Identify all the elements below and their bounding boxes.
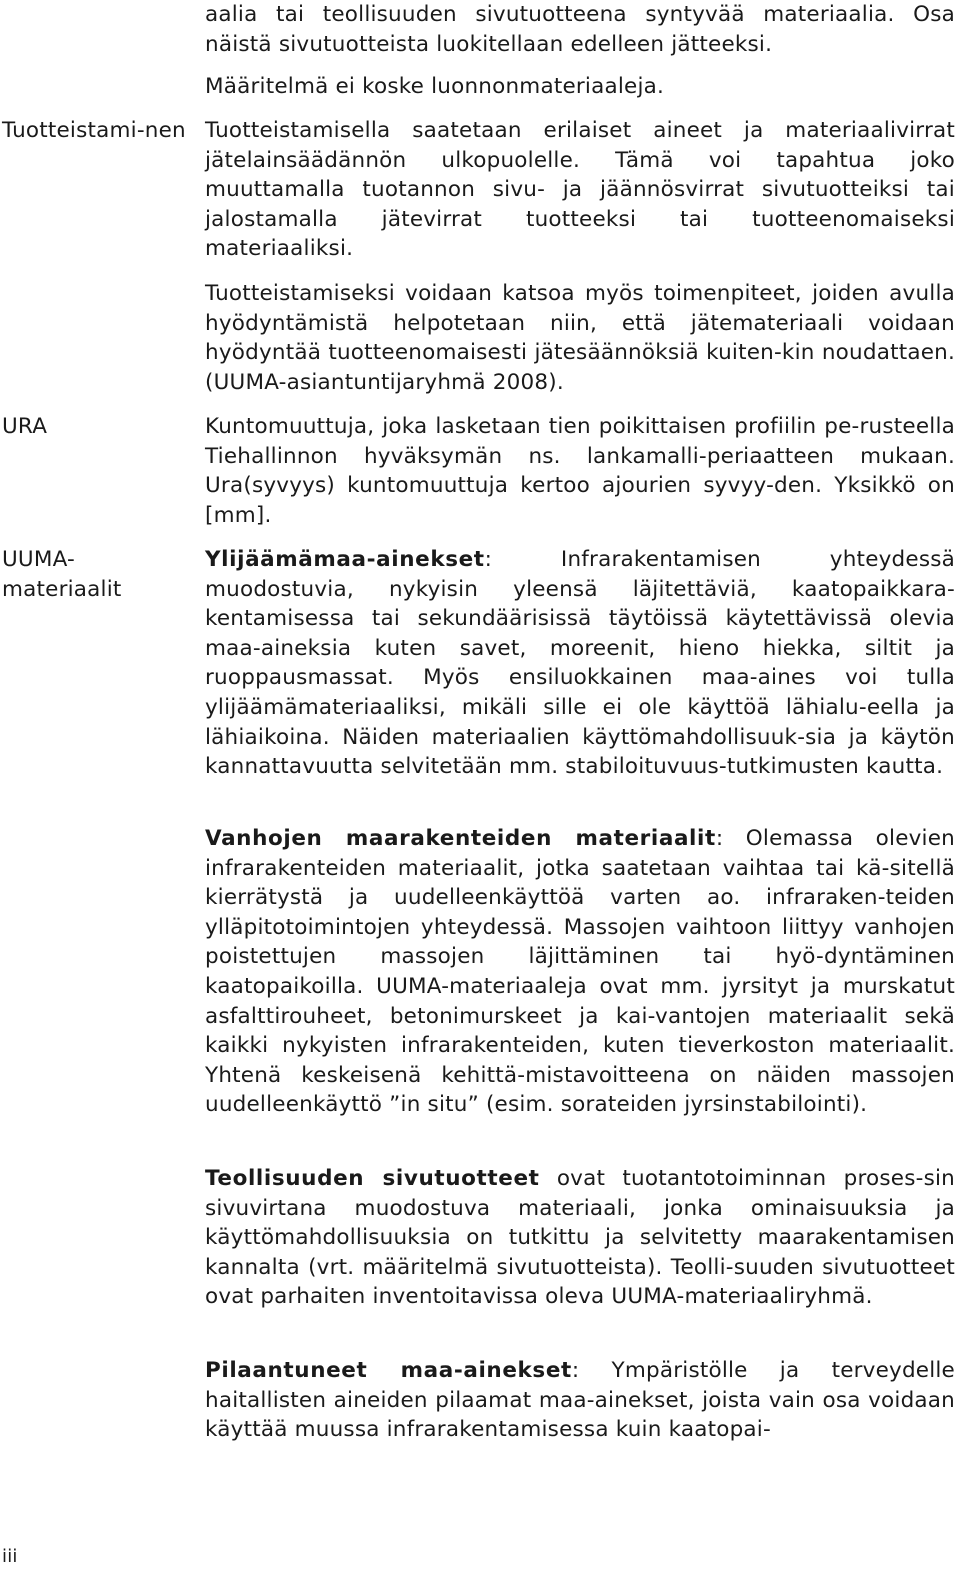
page-number: iii	[2, 1546, 18, 1567]
ylijaamamaa-heading: Ylijäämämaa-ainekset	[205, 547, 485, 572]
tuotteistaminen-extra: Tuotteistamiseksi voidaan katsoa myös toimenpiteet, joiden avulla hyödyntämistä helpotetaan niin, että jätemateriaali voidaan hyödyntää tuotteenomaisesti jätesäännöksiä kuiten-kin noudattaen. (UUMA-asiantuntijaryhmä 2008).	[205, 281, 955, 395]
tuotteistaminen-definition: Tuotteistamisella saatetaan erilaiset aineet ja materiaalivirrat jätelainsäädännön ulkopuolelle. Tämä voi tapahtua joko muuttamalla tuotannon sivu- ja jäännösvirrat sivutuotteiksi tai jalostamalla jätevirrat tuotteeksi tai tuotteenomaiseksi materiaaliksi.	[205, 118, 955, 262]
vanhojen-maarakenteiden-text: : Olemassa olevien infrarakenteiden materiaalit, jotka saatetaan vaihtaa tai kä-sitellä kierrätystä ja uudelleenkäyttöä varten ao. infraraken-teiden ylläpitotoimintojen yhteydessä. Massojen vaihtoon liittyy vanhojen poistettujen massojen läjittäminen tai hyö-dyntäminen kaatopaikoilla. UUMA-materiaaleja ovat mm. jyrsityt ja murskatut asfalttirouheet, betonimurskeet ja kai-vantojen materiaalit sekä kaikki nykyisten infrarakenteiden, kuten tieverkoston materiaalit. Yhtenä keskeisenä kehittä-mistavoitteena on näiden massojen uudelleenkäyttö ”in situ” (esim. sorateiden jyrsinstabilointi).	[205, 826, 955, 1118]
teollisuuden-sivutuotteet-paragraph	[205, 1164, 955, 1312]
vanhojen-maarakenteiden-heading: Vanhojen maarakenteiden materiaalit	[205, 826, 716, 851]
teollisuuden-sivutuotteet-text: ovat tuotantotoiminnan proses-sin sivuvirtana muodostuva materiaali, jonka ominaisuuksia ja käyttömahdollisuuksia on tutkittu ja selvitetty maarakentamisen kannalta (vrt. määritelmä sivutuotteista). Teolli-suuden sivutuotteet ovat parhaiten inventoitavissa oleva UUMA-materiaaliryhmä.	[205, 1166, 955, 1310]
pilaantuneet-text: : Ympäristölle ja terveydelle haitallisten aineiden pilaamat maa-ainekset, joista vain osa voidaan käyttää muussa infrarakentamisessa kuin kaatopai-	[205, 1358, 955, 1443]
ylijaamamaa-text: : Infrarakentamisen yhteydessä muodostuvia, nykyisin yleensä läjitettäviä, kaatopaikkara-kentamisessa tai sekundäärisissä täytöissä käytettävissä olevia maa-aineksia kuten savet, moreenit, hieno hiekka, siltit ja ruoppausmassat. Myös ensiluokkainen maa-aines voi tulla ylijäämämateriaaliksi, mikäli sille ei ole käyttöä lähialu-eella ja lähiaikoina. Näiden materiaalien käyttömahdollisuuk-sia ja käytön kannattavuutta selvitetään mm. stabiloituvuus-tutkimusten kautta.	[205, 547, 955, 780]
pilaantuneet-heading: Pilaantuneet maa-ainekset	[205, 1358, 572, 1383]
pilaantuneet-paragraph	[205, 1356, 955, 1445]
intro-definition-note: Määritelmä ei koske luonnonmateriaaleja.	[205, 74, 665, 99]
ura-definition: Kuntomuuttuja, joka lasketaan tien poikittaisen profiilin pe-rusteella Tiehallinnon hyväksymän ns. lankamalli-periaatteen mukaan. Ura(syvyys) kuntomuuttuja kertoo ajourien syvyy-den. Yksikkö on [mm].	[205, 414, 955, 528]
term-uuma-materiaalit: UUMA-materiaalit	[2, 547, 122, 602]
ylijaamamaa-paragraph	[205, 545, 955, 782]
term-ura: URA	[2, 414, 48, 439]
teollisuuden-sivutuotteet-heading: Teollisuuden sivutuotteet	[205, 1166, 540, 1191]
term-tuotteistaminen: Tuotteistami-nen	[2, 118, 186, 143]
vanhojen-maarakenteiden-paragraph	[205, 824, 955, 1120]
intro-paragraph: aalia tai teollisuuden sivutuotteena syntyvää materiaalia. Osa näistä sivutuotteista luokitellaan edelleen jätteeksi.	[205, 2, 955, 57]
